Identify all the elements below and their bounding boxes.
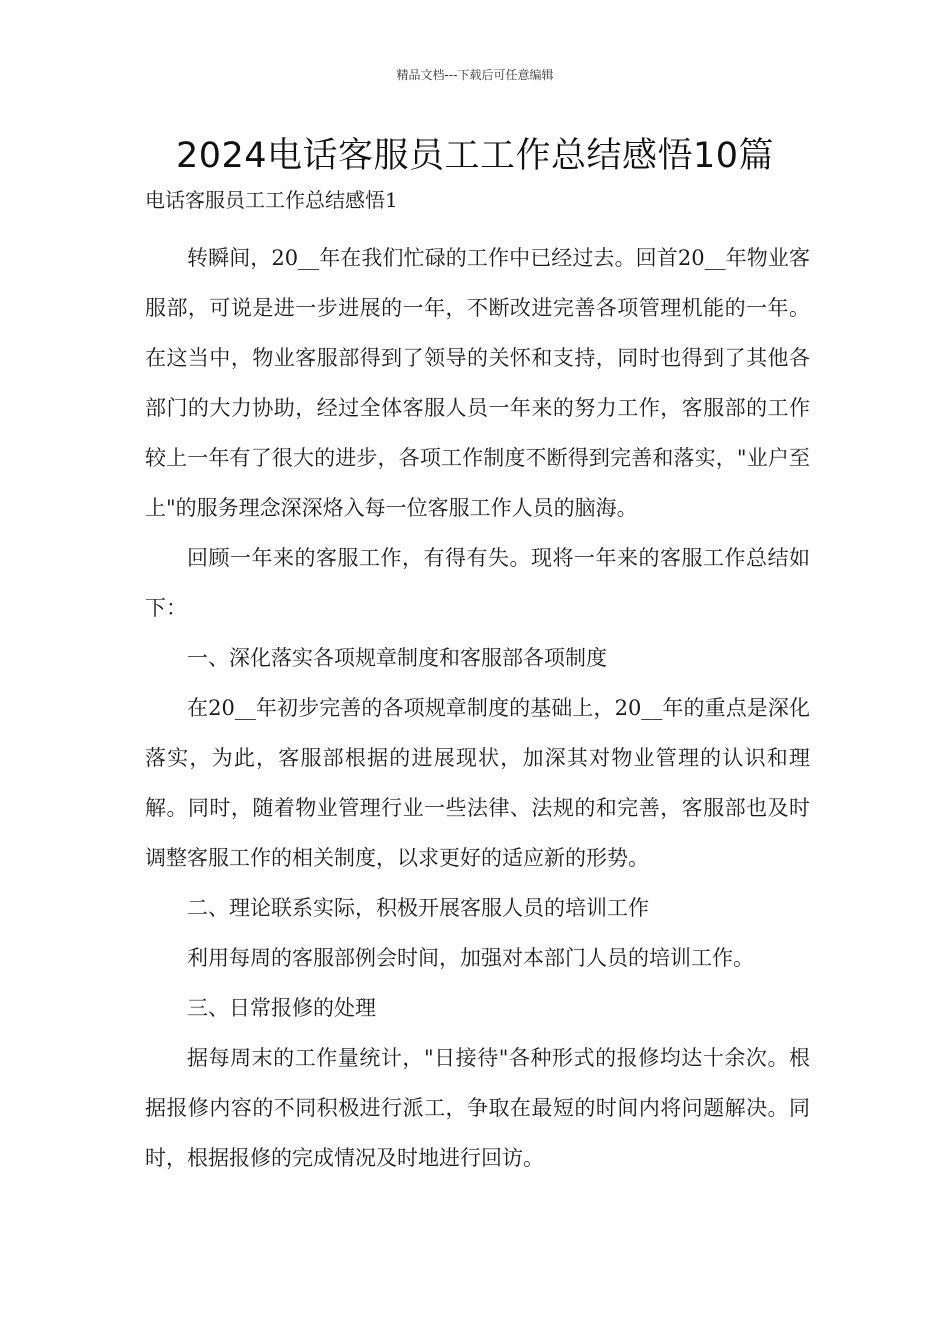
heading-section-2: 二、理论联系实际，积极开展客服人员的培训工作 (187, 896, 649, 920)
heading-section-3: 三、日常报修的处理 (187, 996, 376, 1020)
paragraph-intro: 转瞬间，20__年在我们忙碌的工作中已经过去。回首20__年物业客服部，可说是进一步进展的一年，不断改进完善各项管理机能的一年。在这当中，物业客服部得到了领导的关怀和支持，同时也得到了其他各部门的大力协助，经过全体客服人员一年来的努力工作，客服部的工作较上一年有了很大的进步，各项工作制度不断得到完善和落实，"业户至上"的服务理念深深烙入每一位客服工作人员的脑海。 (145, 246, 810, 520)
section-subtitle: 电话客服员工工作总结感悟1 (145, 188, 398, 212)
paragraph-section-1: 在20__年初步完善的各项规章制度的基础上，20__年的重点是深化落实，为此，客服部根据的进展现状，加深其对物业管理的认识和理解。同时，随着物业管理行业一些法律、法规的和完善，客服部也及时调整客服工作的相关制度，以求更好的适应新的形势。 (145, 696, 810, 870)
document-body (145, 183, 810, 1183)
paragraph-review: 回顾一年来的客服工作，有得有失。现将一年来的客服工作总结如下： (145, 546, 810, 620)
paragraph-section-3: 据每周末的工作量统计，"日接待"各种形式的报修均达十余次。根据报修内容的不同积极进行派工，争取在最短的时间内将问题解决。同时，根据报修的完成情况及时地进行回访。 (145, 1046, 810, 1170)
heading-section-1: 一、深化落实各项规章制度和客服部各项制度 (187, 646, 607, 670)
paragraph-section-2: 利用每周的客服部例会时间，加强对本部门人员的培训工作。 (187, 946, 754, 970)
header-note: 精品文档---下载后可任意编辑 (396, 68, 554, 82)
document-title: 2024电话客服员工工作总结感悟10篇 (175, 136, 775, 176)
